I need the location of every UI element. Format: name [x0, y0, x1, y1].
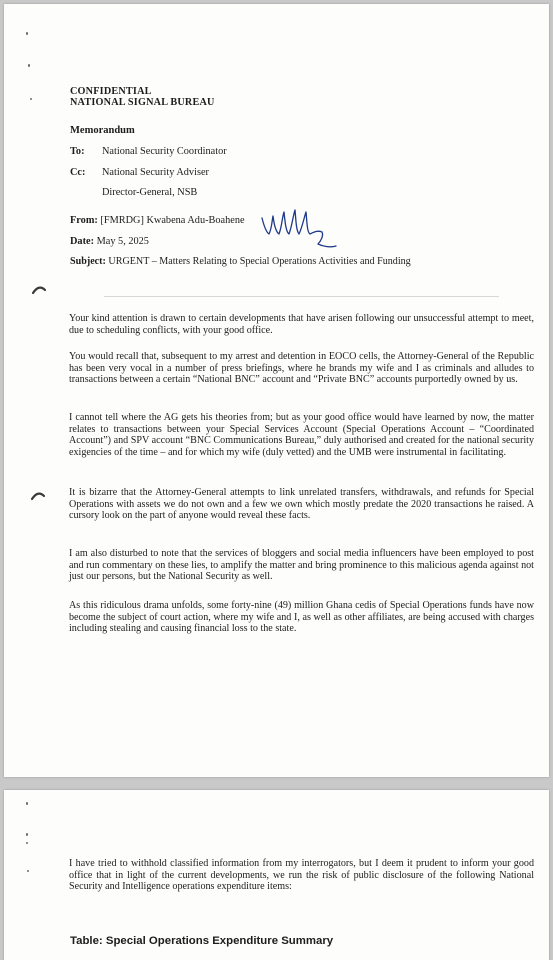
body-paragraph: I cannot tell where the AG gets his theories from; but as your good office would have learned by now, the matter relates to transactions between your Special Services Account (Special Operations Account – “Coordinated Account”) and SPV account “BNC Communications Bureau,” duly authorised and created for the national security exigencies of the time – and for which my wife (duly vetted) and the UMB were instrumental in facilitating.	[69, 412, 534, 458]
document-type: Memorandum	[70, 125, 135, 136]
memo-page-1	[4, 4, 549, 777]
date-line	[70, 236, 149, 247]
from-value: [FMRDG] Kwabena Adu-Boahene	[100, 215, 245, 226]
margin-speck	[26, 833, 28, 836]
subject-line	[70, 256, 411, 267]
cc-value: National Security Adviser	[102, 167, 209, 178]
cc-label: Cc:	[70, 167, 86, 178]
margin-speck	[26, 802, 28, 805]
body-paragraph: It is bizarre that the Attorney-General attempts to link unrelated transfers, withdrawals, and refunds for Special Operations with assets we do not own and a few we own which mostly predate the 2020 transactions he raised. A cursory look on the part of anyone would reveal these facts.	[69, 487, 534, 522]
body-paragraph: I am also disturbed to note that the services of bloggers and social media influencers have been employed to post and run commentary on these lies, to amplify the matter and bring prominence to this malicious agenda against not just our persons, but the National Security as well.	[69, 548, 534, 583]
memo-page-2	[4, 790, 549, 960]
body-paragraph: Your kind attention is drawn to certain developments that have arisen following our unsuccessful attempt to meet, due to scheduling conflicts, with your good office.	[69, 313, 534, 336]
subject-value: URGENT – Matters Relating to Special Operations Activities and Funding	[108, 256, 411, 267]
subject-label: Subject:	[70, 256, 106, 267]
margin-speck	[30, 98, 32, 100]
body-paragraph: I have tried to withhold classified information from my interrogators, but I deem it prudent to inform your good office that in light of the current developments, we run the risk of public disclosure of the following National Security and Intelligence operations expenditure items:	[69, 858, 534, 893]
punch-hole-mark	[31, 491, 45, 501]
to-value: National Security Coordinator	[102, 146, 227, 157]
body-paragraph: You would recall that, subsequent to my arrest and detention in EOCO cells, the Attorney-General of the Republic has been very vocal in a number of press briefings, where he brands my wife and I as criminals and alludes to transactions between a certain “National BNC” account and “Private BNC” accounts purportedly owned by us.	[69, 351, 534, 386]
to-label: To:	[70, 146, 85, 157]
cc-value: Director-General, NSB	[102, 187, 198, 198]
classification-label: CONFIDENTIAL	[70, 86, 152, 97]
from-label: From:	[70, 215, 98, 226]
margin-speck	[28, 64, 30, 67]
date-label: Date:	[70, 236, 95, 247]
margin-speck	[26, 842, 28, 844]
date-value: May 5, 2025	[96, 236, 149, 247]
punch-hole-mark	[32, 285, 46, 295]
section-divider	[104, 296, 499, 297]
table-title: Table: Special Operations Expenditure Summary	[70, 935, 334, 947]
organization-name: NATIONAL SIGNAL BUREAU	[70, 97, 215, 108]
body-paragraph: As this ridiculous drama unfolds, some forty-nine (49) million Ghana cedis of Special Operations funds have now become the subject of court action, where my wife and I, as well as other affiliates, are being accused with charges including stealing and causing financial loss to the state.	[69, 600, 534, 635]
from-line	[70, 215, 245, 226]
margin-speck	[27, 870, 29, 872]
signature-image	[260, 204, 340, 254]
margin-speck	[26, 32, 28, 35]
